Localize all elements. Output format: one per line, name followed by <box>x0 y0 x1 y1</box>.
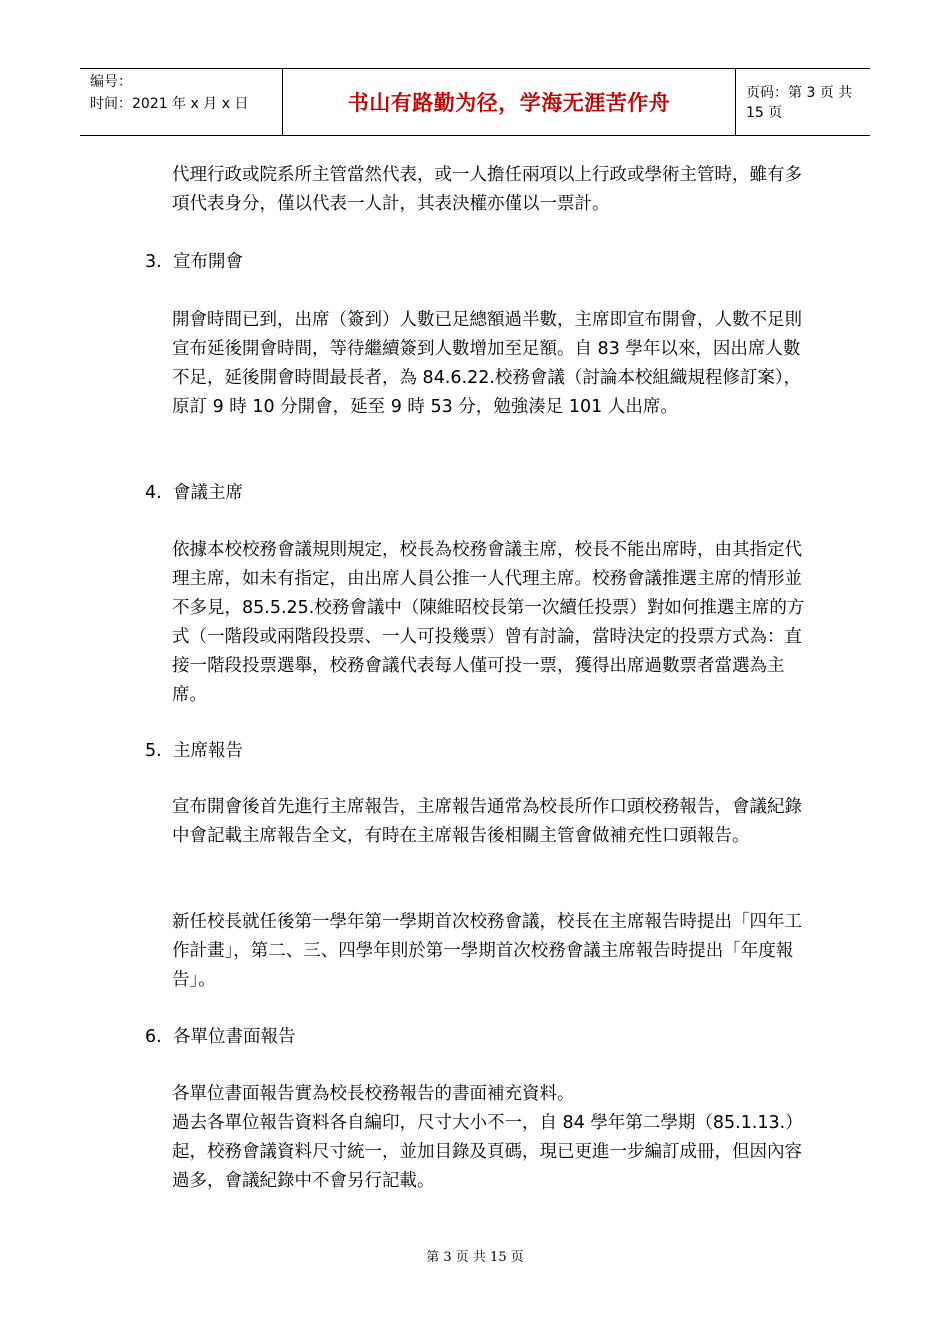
section-number: 3. <box>145 252 162 272</box>
section-heading-5 <box>145 737 243 766</box>
section-heading-3 <box>145 248 243 277</box>
section-heading-6 <box>145 1023 296 1052</box>
header-page-code: 页码：第 3 页 共 15 页 <box>746 85 853 121</box>
section-number: 5. <box>145 741 162 761</box>
section-5-paragraph-2: 新任校長就任後第一學年第一學期首次校務會議，校長在主席報告時提出「四年工作計畫」，第二、三、四學年則於第一學期首次校務會議主席報告時提出「年度報告」。 <box>172 912 802 990</box>
section-6-paragraph-1: 各單位書面報告實為校長校務報告的書面補充資料。 <box>172 1084 575 1104</box>
section-title: 主席報告 <box>173 741 243 761</box>
section-number: 6. <box>145 1027 162 1047</box>
section-number: 4. <box>145 483 162 503</box>
page-footer: 第 3 页 共 15 页 <box>426 1250 524 1265</box>
section-6-paragraph-2: 過去各單位報告資料各自編印，尺寸大小不一，自 84 學年第二學期（85.1.13.）起，校務會議資料尺寸統一，並加目錄及頁碼，現已更進一步編訂成冊，但因內容過多，會議紀錄中不會另行記載。 <box>172 1113 803 1191</box>
header-motto: 书山有路勤为径，学海无涯苦作舟 <box>282 69 736 135</box>
header-meta <box>80 69 282 135</box>
document-number-label: 编号： <box>90 74 132 90</box>
section-title: 宣布開會 <box>173 252 243 272</box>
document-date: 时间：2021 年 x 月 x 日 <box>90 96 249 112</box>
section-5-paragraph-1: 宣布開會後首先進行主席報告，主席報告通常為校長所作口頭校務報告，會議紀錄中會記載主席報告全文，有時在主席報告後相關主管會做補充性口頭報告。 <box>172 797 802 846</box>
page-header <box>80 68 870 136</box>
section-3-paragraph: 開會時間已到，出席（簽到）人數已足總額過半數，主席即宣布開會，人數不足則宣布延後開會時間，等待繼續簽到人數增加至足額。自 83 學年以來，因出席人數不足，延後開會時間最長者，為 84.6.22.校務會議（討論本校組織規程修訂案），原訂 9 時 10 分開會，延至 9 時 53 分，勉強湊足 101 人出席。 <box>172 310 802 417</box>
section-heading-4 <box>145 479 243 508</box>
section-title: 會議主席 <box>173 483 243 503</box>
intro-paragraph: 代理行政或院系所主管當然代表，或一人擔任兩項以上行政或學術主管時，雖有多項代表身分，僅以代表一人計，其表決權亦僅以一票計。 <box>172 165 802 214</box>
section-4-paragraph: 依據本校校務會議規則規定，校長為校務會議主席，校長不能出席時，由其指定代理主席，如未有指定，由出席人員公推一人代理主席。校務會議推選主席的情形並不多見，85.5.25.校務會議中（陳維昭校長第一次續任投票）對如何推選主席的方式（一階段或兩階段投票、一人可投幾票）曾有討論，當時決定的投票方式為：直接一階段投票選舉，校務會議代表每人僅可投一票，獲得出席過數票者當選為主席。 <box>172 540 805 705</box>
section-title: 各單位書面報告 <box>173 1027 296 1047</box>
